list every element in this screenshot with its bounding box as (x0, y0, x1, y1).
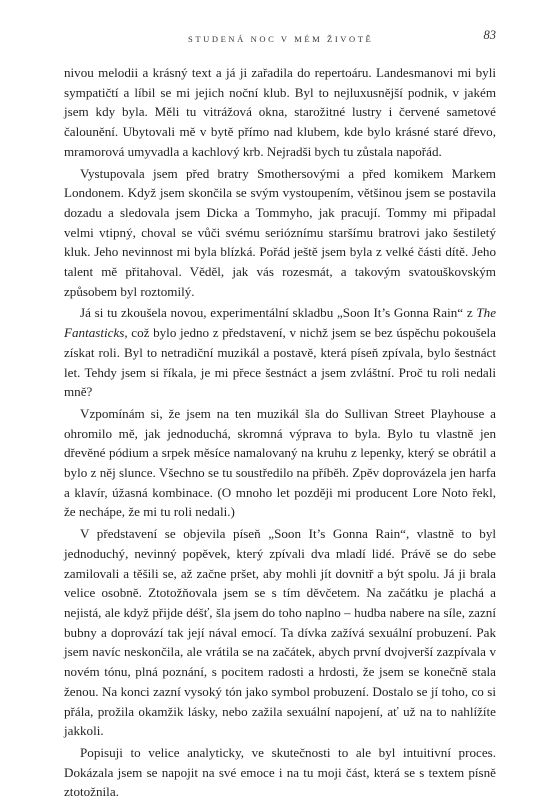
paragraph-1: nivou melodii a krásný text a já ji zařadila do repertoáru. Landesmanovi mi byli sympatičtí a líbil se mi jejich noční klub. Byl to nejluxusnější podnik, v jakém jsem kdy byla. Měli tu vitrážová okna, starožitné lustry i červené sametové čalounění. Ubytovali mě v bytě přímo nad klubem, kde bylo krásné staré dřevo, mramorová umyvadla a kachlový krb. Nejradši bych tu zůstala napořád. (64, 65, 496, 159)
paragraph-3-before: Já si tu zkoušela novou, experimentální skladbu „Soon It’s Gonna Rain“ z (80, 305, 477, 321)
show-title: The Fantasticks, (64, 305, 496, 341)
paragraph-3-after: což bylo jedno z představení, v nichž jsem se bez úspěchu pokoušela získat roli. Byl to netradiční muzikál a postavě, která píseň zpívala, bylo šestnáct let. Tehdy jsem si říkala, je mi přece šestnáct a jsem zvláštní. Proč tu roli nedali mně? (64, 325, 496, 400)
page-number: 83 (483, 28, 496, 42)
paragraph-4: Vzpomínám si, že jsem na ten muzikál šla do Sullivan Street Playhouse a ohromilo mě, jak jednoduchá, skromná výprava to byla. Bylo tu vlastně jen dřevěné pódium a srpek měsíce namalovaný na kruhu z lepenky, který se obrátil a bylo z něj slunce. Všechno se tu soustředilo na příběh. Zpěv doprovázela jen harfa a klavír, úžasná kombinace. (O mnoho let později mi producent Lore Noto řekl, že nechápe, že mi tu roli nedali.) (64, 405, 496, 520)
paragraph-5: V představení se objevila píseň „Soon It’s Gonna Rain“, vlastně to byl jednoduchý, nevinný popěvek, který zpívali dva mladí lidé. Právě se do sebe zamilovali a těšili se, až začne pršet, aby mohli jít dovnitř a být spolu. Já ji brala velice osobně. Ztotožňovala jsem se s tím děvčetem. Na začátku je plachá a nejistá, ale když přijde déšť, šla jsem do toho naplno – hudba nabere na síle, zazní bubny a doprovází tak její nával emocí. Ta dívka zažívá sexuální probuzení. Pak jsem navíc neskončila, ale vrátila se na začátek, abych první dvojverší zazpívala v novém tónu, plná poznání, s pocitem radosti a hrdosti, že jsem se konečně stala ženou. Na konci zazní vysoký tón jako symbol probuzení. Dostalo se jí toho, co si přála, prožila okamžik lásky, nebo zažila sexuální napojení, ať už na to nahlížíte jakkoli. (64, 526, 496, 739)
body-text (64, 63, 496, 802)
paragraph-6: Popisuji to velice analyticky, ve skutečnosti to ale byl intuitivní proces. Dokázala jsem se napojit na své emoce i na tu moji část, která se s textem písně ztotožnila. (64, 744, 496, 800)
running-header: STUDENÁ NOC V MÉM ŽIVOTĚ (188, 34, 374, 44)
paragraph-3 (64, 303, 496, 402)
paragraph-2: Vystupovala jsem před bratry Smothersovými a před komikem Markem Londonem. Když jsem skončila se svým vystoupením, většinou jsem se postavila dozadu a sledovala jsem Dicka a Tommyho, jak pracují. Tommy mi připadal velmi vtipný, choval se vůči svému serióznímu staršímu bratrovi jako šestiletý kluk. Jeho nevinnost mi byla blízká. Pořád ještě jsem byla z velké části dítě. Jeho talent mě přitahoval. Věděl, jak vás rozesmát, a takovým svatouškovským způsobem byl roztomilý. (64, 165, 496, 299)
